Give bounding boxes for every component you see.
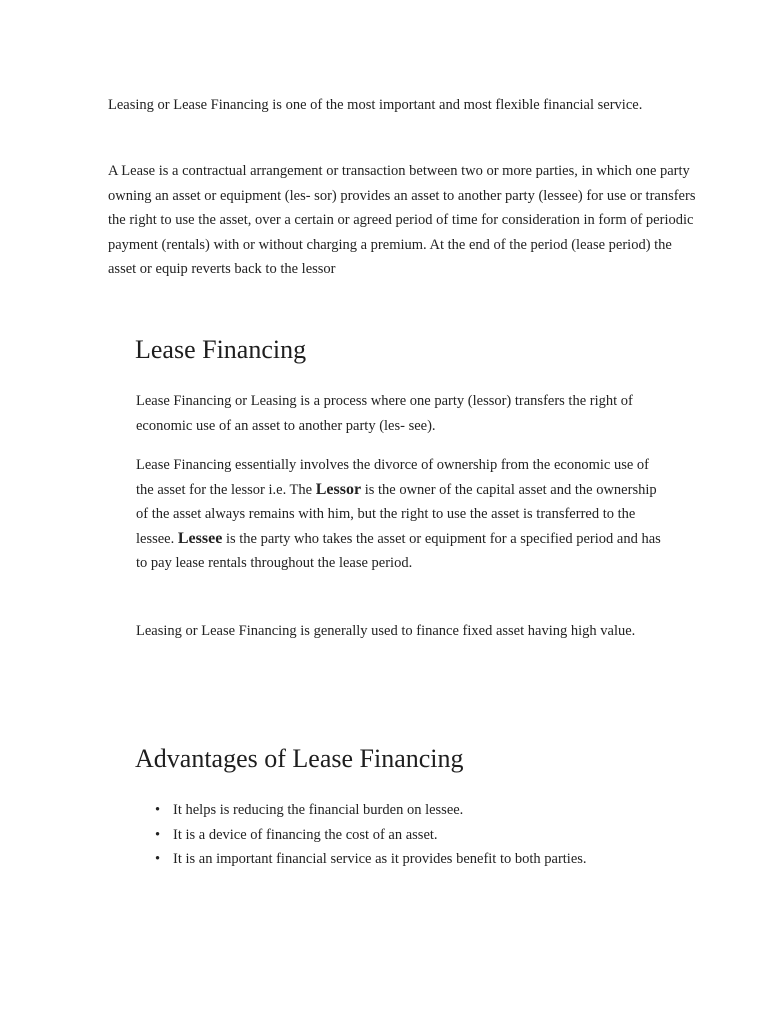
list-item-text: It helps is reducing the financial burden on lessee. <box>173 802 464 818</box>
list-item <box>155 798 655 823</box>
paragraph-text: is the party who takes the asset or equipment for a specified period and has to pay lease rentals throughout the lease period. <box>136 530 661 571</box>
section-heading-lease-financing: Lease Financing <box>135 335 307 364</box>
intro-paragraph-1: Leasing or Lease Financing is one of the most important and most flexible financial service. <box>108 97 643 113</box>
usage-paragraph: Leasing or Lease Financing is generally used to finance fixed asset having high value. <box>136 623 636 639</box>
list-item <box>155 823 655 848</box>
intro-paragraph-2: A Lease is a contractual arrangement or transaction between two or more parties, in which one party owning an asset or equipment (les- sor) provides an asset to another party (lessee) for use or transfers the right to use the asset, over a certain or agreed period of time for consideration in form of periodic payment (rentals) with or without charging a premium. At the end of the period (lease period) the asset or equip reverts back to the lessor <box>108 163 696 277</box>
bullet-icon: • <box>155 826 161 843</box>
lessor-term: Lessor <box>315 480 362 498</box>
paragraph-text: is the owner of the capital asset and the ownership of the asset always remains with him, but the right to use the asset is transferred to the lessee. <box>136 481 657 547</box>
list-item <box>155 847 655 872</box>
advantages-list <box>155 798 655 872</box>
lease-financing-definition: Lease Financing or Leasing is a process where one party (lessor) transfers the right of economic use of an asset to another party (les- see). <box>136 393 633 434</box>
list-item-text: It is a device of financing the cost of an asset. <box>173 826 438 843</box>
section-heading-advantages: Advantages of Lease Financing <box>135 744 464 773</box>
paragraph-text: Lease Financing essentially involves the divorce of ownership from the economic use of the asset for the lessor i.e. The <box>136 457 649 498</box>
bullet-icon: • <box>155 851 161 867</box>
bullet-icon: • <box>155 802 161 818</box>
lessor-lessee-paragraph <box>136 453 666 576</box>
list-item-text: It is an important financial service as it provides benefit to both parties. <box>173 851 587 867</box>
lessee-term: Lessee <box>177 529 223 547</box>
